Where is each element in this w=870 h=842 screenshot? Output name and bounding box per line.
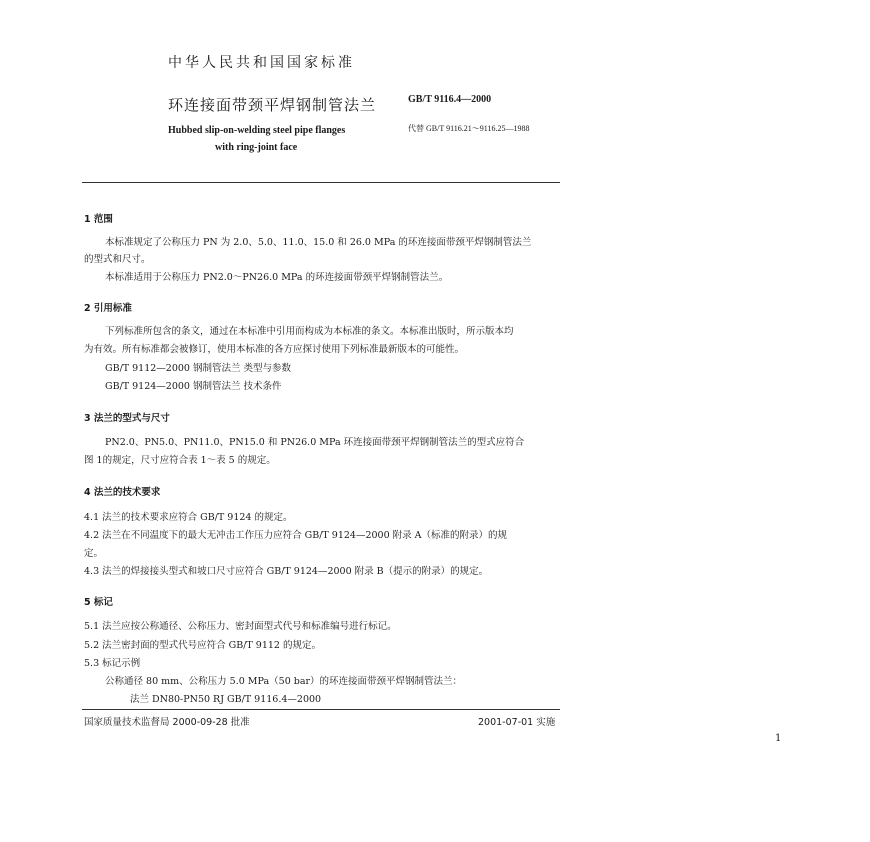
section-1-para-1-line-1: 本标准规定了公称压力 PN 为 2.0、5.0、11.0、15.0 和 26.0 MPa 的环连接面带颈平焊钢制管法兰 <box>105 237 532 248</box>
page-number: 1 <box>775 733 782 744</box>
section-4-heading: 4 法兰的技术要求 <box>84 487 161 498</box>
section-1-heading: 1 范围 <box>84 214 113 225</box>
approval-date: 国家质量技术监督局 2000-09-28 批准 <box>84 717 250 728</box>
document-title-en-line1: Hubbed slip-on-welding steel pipe flanges <box>168 125 346 136</box>
section-1-para-1-line-2: 的型式和尺寸。 <box>84 254 151 265</box>
section-2-para-line-2: 为有效。所有标准都会被修订，使用本标准的各方应探讨使用下列标准最新版本的可能性。 <box>84 344 465 355</box>
reference-standard-2: GB/T 9124—2000 钢制管法兰 技术条件 <box>105 381 282 392</box>
clause-5-2: 5.2 法兰密封面的型式代号应符合 GB/T 9112 的规定。 <box>84 640 321 651</box>
section-3-heading: 3 法兰的型式与尺寸 <box>84 413 170 424</box>
marking-example-code: 法兰 DN80-PN50 RJ GB/T 9116.4—2000 <box>130 694 322 705</box>
clause-4-1: 4.1 法兰的技术要求应符合 GB/T 9124 的规定。 <box>84 512 293 523</box>
header-rule <box>82 182 560 183</box>
clause-5-3: 5.3 标记示例 <box>84 658 141 669</box>
document-title-cn: 环连接面带颈平焊钢制管法兰 <box>168 96 377 114</box>
clause-4-2-line-1: 4.2 法兰在不同温度下的最大无冲击工作压力应符合 GB/T 9124—2000 附录 A（标准的附录）的规 <box>84 530 508 541</box>
marking-example-description: 公称通径 80 mm、公称压力 5.0 MPa（50 bar）的环连接面带颈平焊钢制管法兰： <box>105 676 463 687</box>
section-5-heading: 5 标记 <box>84 597 113 608</box>
section-1-para-2: 本标准适用于公称压力 PN2.0～PN26.0 MPa 的环连接面带颈平焊钢制管法兰。 <box>105 272 449 283</box>
effective-date: 2001-07-01 实施 <box>478 717 556 728</box>
reference-standard-1: GB/T 9112—2000 钢制管法兰 类型与参数 <box>105 363 292 374</box>
section-3-para-line-1: PN2.0、PN5.0、PN11.0、PN15.0 和 PN26.0 MPa 环连接面带颈平焊钢制管法兰的型式应符合 <box>105 437 525 448</box>
document-title-en-line2: with ring-joint face <box>215 142 298 153</box>
org-standard-heading: 中华人民共和国国家标准 <box>168 55 355 71</box>
clause-5-1: 5.1 法兰应按公称通径、公称压力、密封面型式代号和标准编号进行标记。 <box>84 621 397 632</box>
clause-4-2-line-2: 定。 <box>84 548 104 559</box>
section-3-para-line-2: 图 1的规定，尺寸应符合表 1～表 5 的规定。 <box>84 455 276 466</box>
standard-number: GB/T 9116.4—2000 <box>408 94 492 105</box>
section-2-heading: 2 引用标准 <box>84 303 132 314</box>
section-2-para-line-1: 下列标准所包含的条文，通过在本标准中引用而构成为本标准的条文。本标准出版时，所示版本均 <box>105 326 514 337</box>
clause-4-3: 4.3 法兰的焊接接头型式和坡口尺寸应符合 GB/T 9124—2000 附录 B（提示的附录）的规定。 <box>84 566 489 577</box>
footer-rule <box>82 709 560 710</box>
replaces-standard: 代替 GB/T 9116.21～9116.25—1988 <box>408 124 530 133</box>
